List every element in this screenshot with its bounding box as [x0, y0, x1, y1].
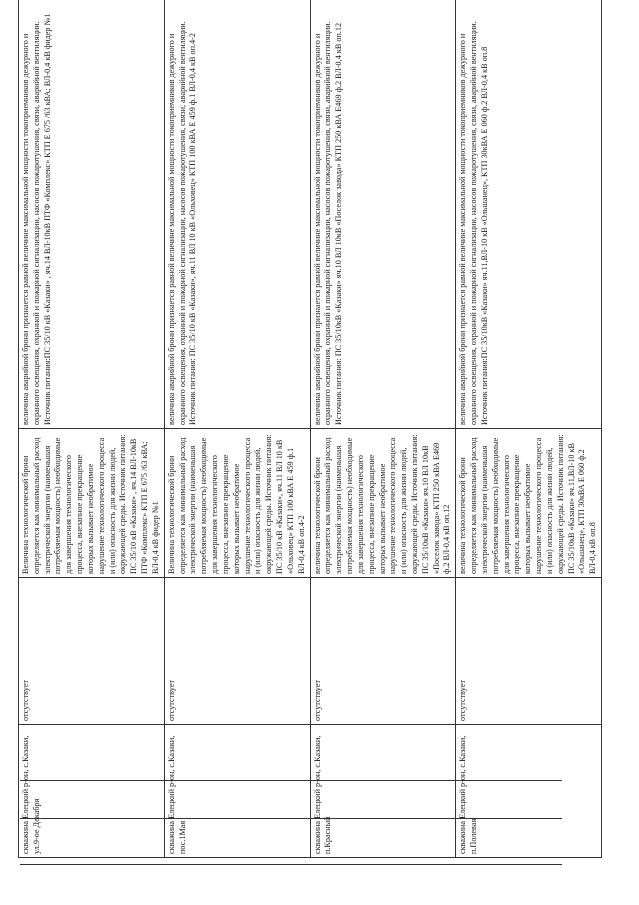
cell-emergency-reserve: величина аварийной брони признается равной величине максимальной мощности токоприемников дежурного и охранного освещения, охранной и пожарной сигнализации, насосов пожаротушения, связи, аварийной вентиляции. Источник питания: ПС 35/10кВ «Казаки» яч.10 ВЛ 10кВ «Поселок завода» КТП 250 кВА Е469 ф.2 ВЛ-0,4 кВ оп.12: [310, 0, 456, 429]
footer-rule-2: [20, 818, 562, 819]
cell-emergency-reserve: величина аварийной брони признается равной величине максимальной мощности токоприемников дежурного и охранного освещения, охранной и пожарной сигнализации, насосов пожаротушения, связи, аварийной вентиляции. Источник питания: ПС 35/10 кВ «Казаки», яч.11 ВЛ 10 кВ «Ольховец» КТП 100 кВА Е 459 ф.1 ВЛ-0,4 кВ оп.4-2: [164, 0, 310, 429]
cell-emergency-reserve: величина аварийной брони признается равной величине максимальной мощности токоприемников дежурного и охранного освещения, охранной и пожарной сигнализации, насосов пожаротушения, связи, аварийной вентиляции. Источник питания:ПС 35/10кВ «Казаки» яч.11,ВЛ-10 кВ «Ольшанец», КТП 30кВА Е 060 ф.2 ВЛ-0,4 кВ оп.8: [456, 0, 602, 429]
cell-object: скважина Елецкий р-он, с.Казаки, ул.9-ое Декабря: [19, 725, 165, 858]
table-row: [456, 0, 602, 858]
cell-tech-reserve: величина технологической брони определяется как минимальный расход электрической энергии (наименьшая потребляемая мощность) необходимые для завершения технологического процесса, внезапное прекращение которых вызывает необратимое нарушение технологического процесса и (или) опасность для жизни людей, окружающей среды. Источник питания: ПС 35/10кВ «Казаки» яч.11,ВЛ-10 кВ «Ольшанец», КТП 30кВА Е 060 ф.2 ВЛ-0,4 кВ оп.8: [456, 429, 602, 578]
cell-reserve: отсутствует: [164, 578, 310, 725]
cell-reserve: отсутствует: [310, 578, 456, 725]
table-row: [19, 0, 165, 858]
cell-reserve: отсутствует: [456, 578, 602, 725]
cell-object: скважина Елецкий р-он, с.Казаки, пос.1Мая: [164, 725, 310, 858]
footer-rule-3: [20, 864, 562, 865]
cell-tech-reserve: Величина технологической брони определяется как минимальный расход электрической энергии (наименьшая потребляемая мощность) необходимые для завершения технологического процесса, внезапное прекращение которых вызывает необратимое нарушение технологического процесса и (или) опасность для жизни людей, окружающей среды. Источник питания: ПС 35/10 кВ «Казаки» , яч.14 ВЛ-10кВ ПТФ «Комплекс» КТП Е 675 /63 кВА; ВЛ-0,4 кВ фидер №1: [19, 429, 165, 578]
cell-reserve: отсутствует: [19, 578, 165, 725]
cell-tech-reserve: величина технологической брони определяется как минимальный расход электрической энергии (наименьшая потребляемая мощность) необходимые для завершения технологического процесса, внезапное прекращение которых вызывает необратимое нарушение технологического процесса и (или) опасность для жизни людей, окружающей среды. Источник питания: ПС 35/10кВ «Казаки» яч.10 ВЛ 10кВ «Поселок завода» КТП 250 кВА Е469 ф.2 ВЛ-0,4 кВ оп.12: [310, 429, 456, 578]
reserve-table: [18, 0, 602, 858]
cell-tech-reserve: Величина технологической брони определяется как минимальный расход электрической энергии (наименьшая потребляемая мощность) необходимые для завершения технологического процесса, внезапное прекращение которых вызывает необратимое нарушение технологического процесса и (или) опасность для жизни людей, окружающей среды. Источник питания: ПС 35/10 кВ «Казаки», яч.11 ВЛ 10 кВ «Ольховец» КТП 100 кВА Е 459 ф.1 ВЛ-0,4 кВ оп.4-2: [164, 429, 310, 578]
cell-object: скважина Елецкий р-он, с.Казаки, п.Красный: [310, 725, 456, 858]
cell-object: скважина Елецкий р-он, с.Казаки, п.Полевая: [456, 725, 602, 858]
cell-emergency-reserve: величина аварийной брони признается равной величине максимальной мощности токоприемников дежурного и охранного освещения, охранной и пожарной сигнализации, насосов пожаротушения, связи, аварийной вентиляции. Источник питания:ПС 35/10 кВ «Казаки» , яч.14 ВЛ-10кВ ПТФ «Комплекс» КТП Е 675 /63 кВА; ВЛ-0,4 кВ фидер №1: [19, 0, 165, 429]
footer-rule-1: [20, 780, 562, 781]
table-row: [310, 0, 456, 858]
table-row: [164, 0, 310, 858]
rotated-table-wrapper: [18, 0, 598, 858]
